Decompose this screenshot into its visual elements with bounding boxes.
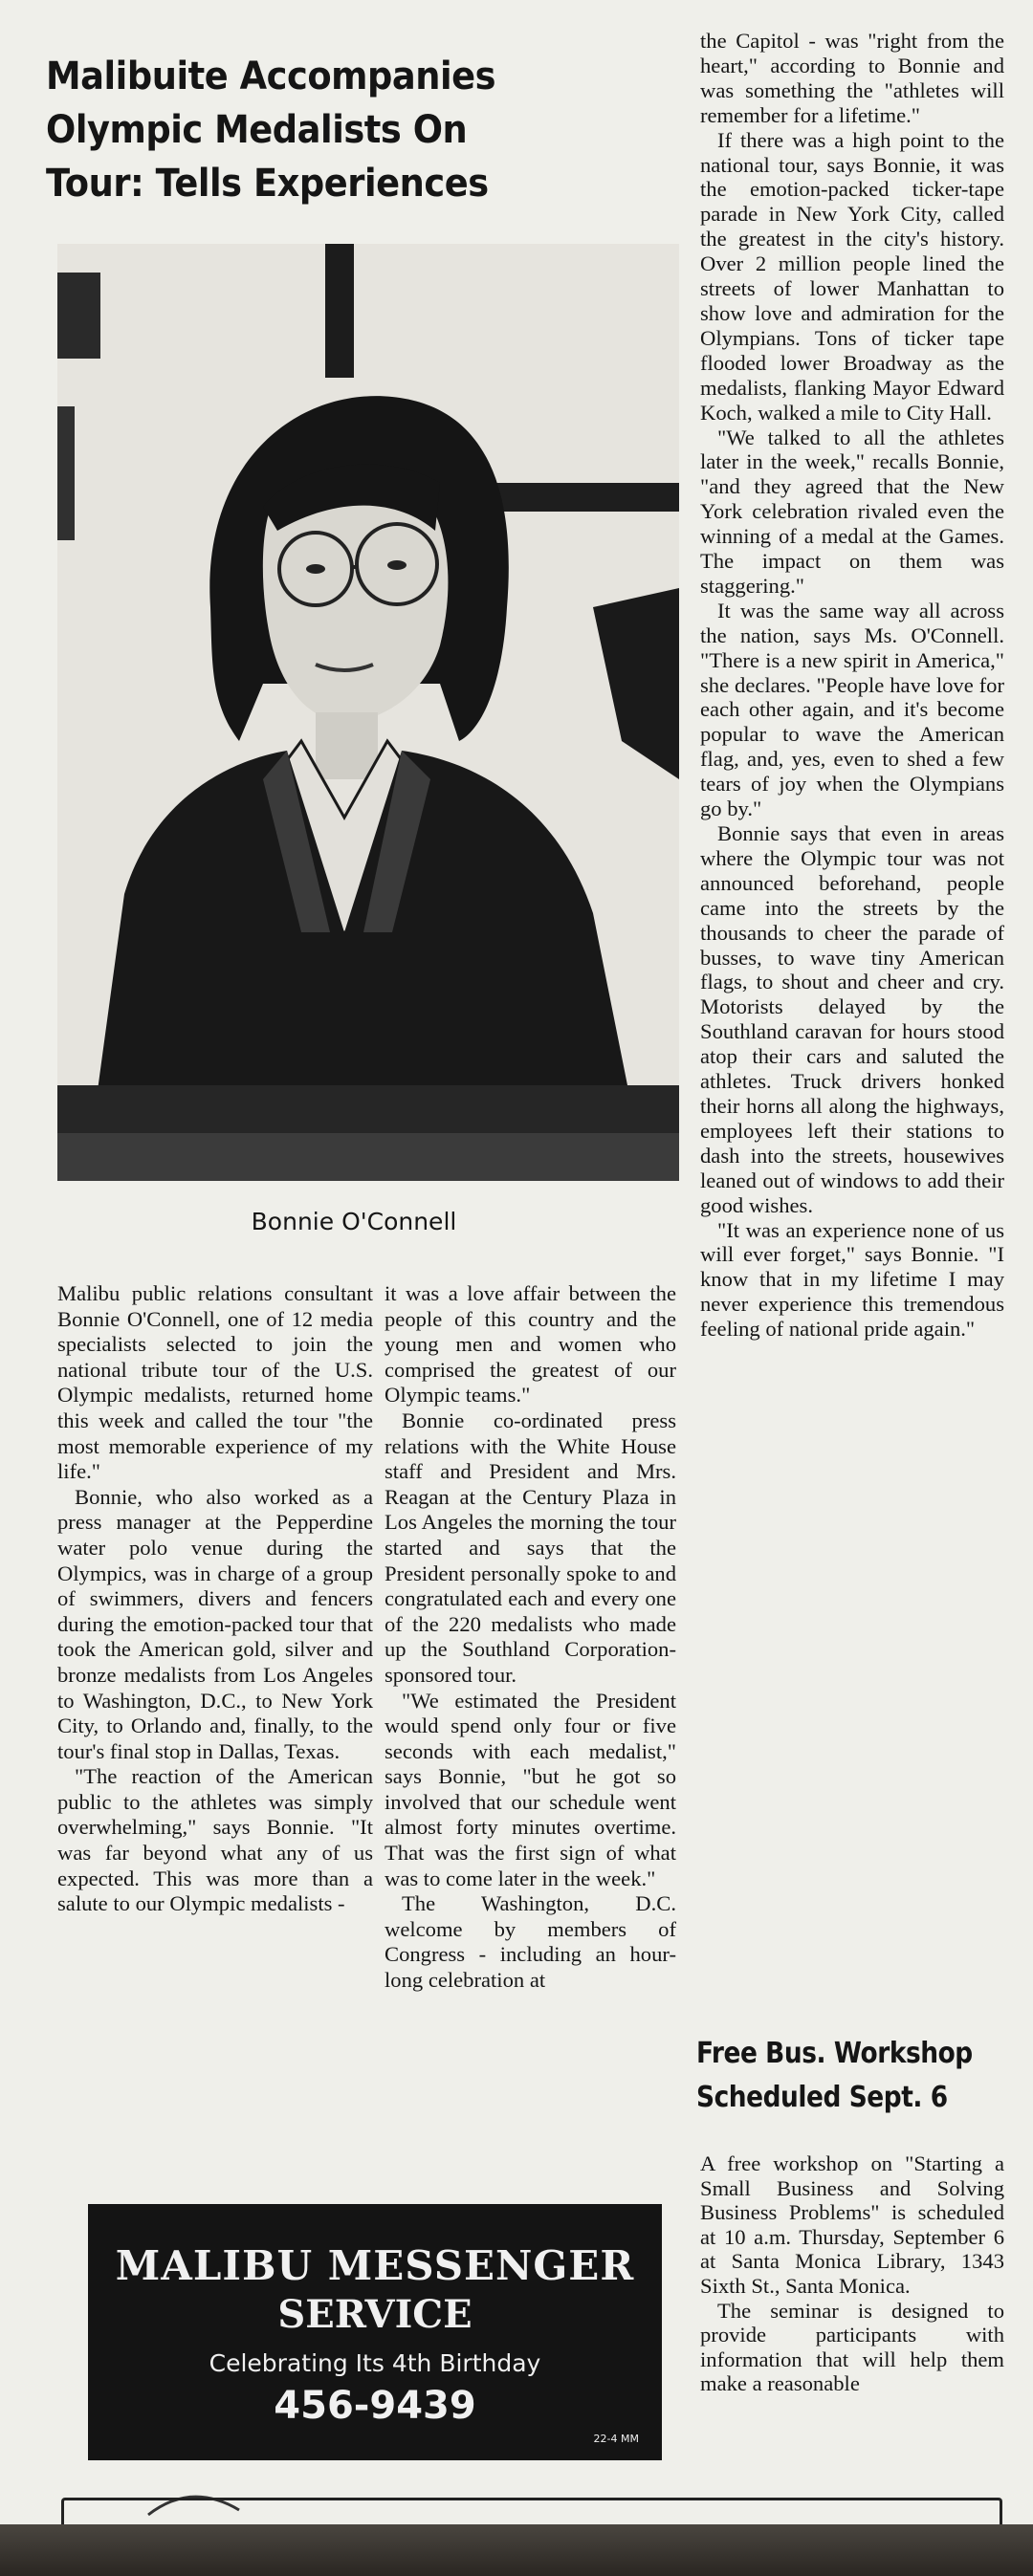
- workshop-headline-line-2: Scheduled Sept. 6: [696, 2081, 948, 2114]
- ad-phone: 456-9439: [274, 2384, 476, 2428]
- article-column-3: [700, 29, 1004, 1342]
- paragraph: "We talked to all the athletes later in the week," recalls Bonnie, "and they agreed that the New York celebration rivaled even the winning of a medal at the Games. The impact on them was staggering.": [700, 425, 1004, 598]
- workshop-column: [700, 2151, 1004, 2396]
- headline-line-1: Malibuite Accompanies: [46, 55, 496, 98]
- paragraph: "It was an experience none of us will ever forget," says Bonnie. "I know that in my lifetime I may never experience this tremendous feeling of national pride again.": [700, 1217, 1004, 1342]
- headline-line-3: Tour: Tells Experiences: [46, 162, 489, 206]
- paragraph: The Washington, D.C. welcome by members of Congress - including an hour-long celebration at: [385, 1891, 676, 1993]
- workshop-headline: [696, 2032, 974, 2120]
- photo-caption: Bonnie O'Connell: [251, 1208, 457, 1235]
- ad-code: 22-4 MM: [593, 2433, 639, 2445]
- background-surface: [0, 2524, 1033, 2576]
- ad-service: SERVICE: [277, 2292, 473, 2337]
- headline-line-2: Olympic Medalists On: [46, 108, 468, 152]
- paragraph: The seminar is designed to provide participants with information that will help them make a reasonable: [700, 2298, 1004, 2396]
- paragraph: it was a love affair between the people of this country and the young men and women who comprised the greatest of our Olympic teams.": [385, 1281, 676, 1408]
- messenger-service-ad: [88, 2204, 662, 2460]
- article-column-1: [57, 1281, 373, 1917]
- paragraph: Bonnie, who also worked as a press manager at the Pepperdine water polo venue during the Olympics, was in charge of a group of swimmers, divers and fencers during the emotion-packed tour that took the American gold, silver and bronze medalists from Los Angeles to Washington, D.C., to New York City, to Orlando and, finally, to the tour's final stop in Dallas, Texas.: [57, 1484, 373, 1763]
- portrait-photo: [57, 244, 679, 1181]
- paragraph: Bonnie co-ordinated press relations with the White House staff and President and Mrs. Reagan at the Century Plaza in Los Angeles the morning the tour started and says that the President personally spoke to and congratulated each and every one of the 220 medalists who made up the Southland Corporation-sponsored tour.: [385, 1408, 676, 1687]
- paragraph: "We estimated the President would spend only four or five seconds with each medalist," says Bonnie, "but he got so involved that our schedule went almost forty minutes overtime. That was the first sign of what was to come later in the week.": [385, 1688, 676, 1890]
- portrait-illustration: [57, 244, 679, 1181]
- paragraph: Bonnie says that even in areas where the Olympic tour was not announced beforehand, people came into the streets by the thousands to cheer the parade of busses, to wave tiny American flags, to shout and cheer and cry. Motorists delayed by the Southland caravan for hours stood atop their cars and saluted the athletes. Truck drivers honked their horns all along the highways, employees left their stations to dash into the streets, housewives leaned out of windows to add their good wishes.: [700, 821, 1004, 1217]
- workshop-headline-line-1: Free Bus. Workshop: [696, 2037, 973, 2070]
- paragraph: Malibu public relations consultant Bonnie O'Connell, one of 12 media specialists selected to join the national tribute tour of the U.S. Olympic medalists, returned home this week and called the tour "the most memorable experience of my life.": [57, 1281, 373, 1484]
- paragraph: "The reaction of the American public to the athletes was simply overwhelming," says Bonnie. "It was far beyond what any of us expected. This was more than a salute to our Olympic medalists -: [57, 1764, 373, 1916]
- paragraph: the Capitol - was "right from the heart," according to Bonnie and was something the "athletes will remember for a lifetime.": [700, 29, 1004, 127]
- article-headline: [46, 50, 626, 210]
- article-column-2: [385, 1281, 676, 1994]
- paragraph: If there was a high point to the national tour, says Bonnie, it was the emotion-packed ticker-tape parade in New York City, called the greatest in the city's history. Over 2 million people lined the streets of lower Manhattan to show love and admiration for the Olympians. Tons of ticker tape flooded lower Broadway as the medalists, flanking Mayor Edward Koch, walked a mile to City Hall.: [700, 127, 1004, 425]
- ad-name: MALIBU MESSENGER: [115, 2242, 635, 2289]
- paragraph: It was the same way all across the nation, says Ms. O'Connell. "There is a new spirit in America," she declares. "People have love for each other again, and it's become popular to wave the American flag, and, yes, even to shed a few tears of joy when the Olympians go by.": [700, 598, 1004, 821]
- paragraph: A free workshop on "Starting a Small Business and Solving Business Problems" is scheduled at 10 a.m. Thursday, September 6 at Santa Monica Library, 1343 Sixth St., Santa Monica.: [700, 2151, 1004, 2298]
- ad-tagline: Celebrating Its 4th Birthday: [209, 2349, 541, 2377]
